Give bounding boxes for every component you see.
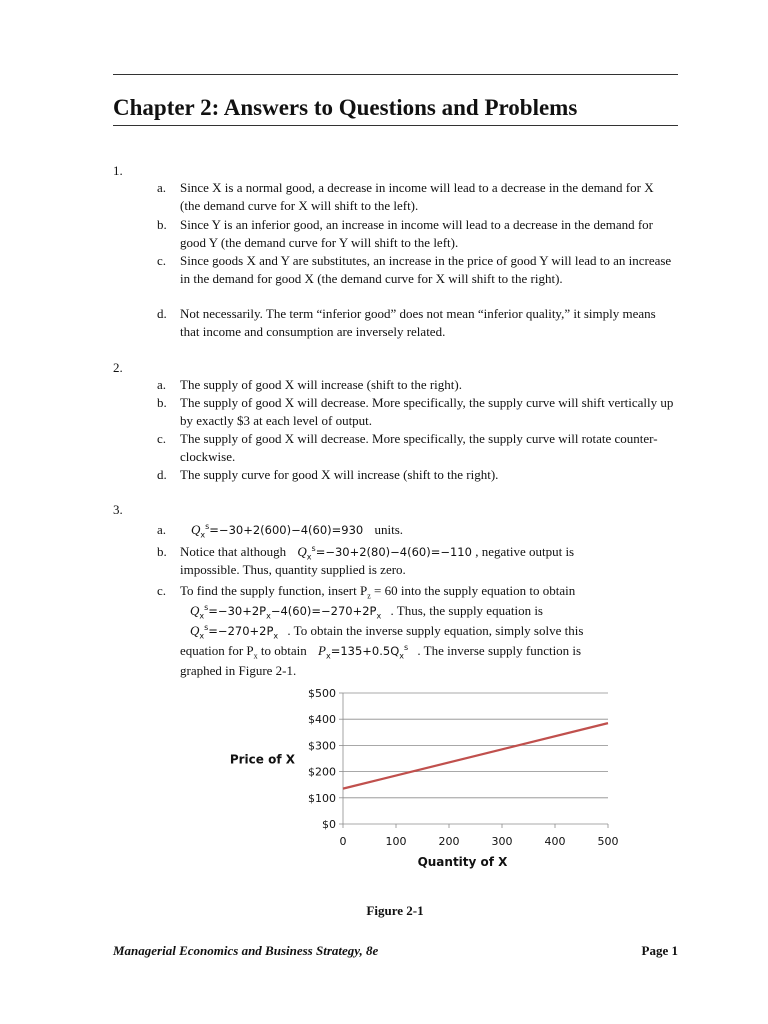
item-text: Since goods X and Y are substitutes, an increase in the price of good Y will lead to an increase in the demand for good X (the demand curve for X will shift to the right).	[180, 253, 672, 286]
inverse-supply-equation: $P_x=135+0.5Q_x^s$	[318, 643, 409, 661]
item-letter: a.	[157, 522, 167, 537]
question-number: 3.	[113, 502, 123, 517]
top-rule	[113, 74, 678, 75]
item-letter: b.	[157, 544, 167, 559]
answer-item	[157, 179, 677, 215]
y-tick-label: $200	[308, 765, 336, 779]
y-tick-label: $0	[322, 818, 336, 831]
item-text: The supply of good X will increase (shift to the right).	[180, 377, 462, 392]
series-line	[343, 723, 608, 789]
y-axis-label: Price of X	[229, 752, 295, 767]
answer-item: b. Notice that although $Q_x^s=-30+2(80)-4(60)=-110$ , negative output is impossible. Thus, quantity supplied is zero.	[157, 544, 575, 577]
title-underline	[113, 125, 678, 126]
item-letter: c.	[157, 253, 167, 268]
answer-item: c. To find the supply function, insert $P_z = 60$ into the supply equation to obtain $Q_x^s=-30+2P_x-4(60)=-270+2P_x$ . Thus, the supply equation is $Q_x^s=-270+2P_x$ . To obtain the inverse supply equation, simply solve this equation for $P_x$ to obtain $P_x=135+0.5Q_x^s$ . The inverse supply function is graphed in Figure 2-1.	[157, 583, 584, 678]
item-text: The supply curve for good X will increase (shift to the right).	[180, 467, 499, 482]
supply-equation: $Q_x^s=-30+2P_x-4(60)=-270+2P_x$	[190, 603, 382, 621]
x-tick-label: 0	[339, 835, 347, 848]
item-letter: a.	[157, 377, 167, 392]
item-letter: b.	[157, 395, 167, 410]
x-axis-label: Quantity of X	[417, 855, 508, 869]
answer-item	[157, 252, 677, 288]
question-number: 2.	[113, 360, 123, 375]
y-tick-label: $100	[308, 791, 336, 805]
supply-function: $Q_x^s=-270+2P_x$	[190, 623, 279, 641]
item-letter: d.	[157, 467, 167, 482]
y-tick-label: $300	[308, 739, 336, 753]
y-tick-label: $500	[308, 687, 336, 700]
answer-item	[157, 216, 677, 252]
answer-item	[157, 430, 677, 466]
item-text: Since X is a normal good, a decrease in income will lead to a decrease in the demand for X (the demand curve for X will shift to the left).	[180, 180, 654, 213]
answer-item	[157, 376, 677, 394]
item-letter: c.	[157, 583, 167, 598]
supply-chart	[0, 680, 768, 880]
item-letter: b.	[157, 217, 167, 232]
supply-equation: $Q_x^s=-30+2(80)-4(60)=-110$	[297, 544, 472, 562]
answer-item	[157, 394, 677, 430]
item-text: Since Y is an inferior good, an increase in income will lead to a decrease in the demand for good Y (the demand curve for Y will shift to the left).	[180, 217, 654, 250]
item-letter: a.	[157, 180, 167, 195]
x-tick-label: 300	[491, 835, 513, 848]
item-text: The supply of good X will decrease. More specifically, the supply curve will shift vertically up by exactly $3 at each level of output.	[180, 395, 674, 428]
item-text: The supply of good X will decrease. More specifically, the supply curve will rotate counter-clockwise.	[180, 431, 658, 464]
question-number: 1.	[113, 163, 123, 178]
item-letter: d.	[157, 306, 167, 321]
answer-item	[157, 305, 677, 341]
page-title: Chapter 2: Answers to Questions and Problems	[113, 95, 578, 120]
x-tick-label: 200	[438, 835, 460, 848]
footer-book-title: Managerial Economics and Business Strategy, 8e	[113, 943, 379, 958]
figure-caption: Figure 2-1	[366, 903, 424, 918]
answer-item	[157, 466, 677, 484]
x-tick-label: 500	[597, 835, 619, 848]
footer-page-number: Page 1	[641, 943, 678, 958]
x-tick-label: 100	[385, 835, 407, 848]
item-letter: c.	[157, 431, 167, 446]
answer-item	[157, 521, 677, 539]
x-tick-label: 400	[544, 835, 566, 848]
units-label: units.	[374, 522, 404, 537]
supply-equation: $Q_x^s=-30+2(600)-4(60)=930$	[191, 522, 364, 540]
item-text: Not necessarily. The term “inferior good” does not mean “inferior quality,” it simply means that income and consumption are inversely related.	[180, 306, 656, 339]
y-tick-label: $400	[308, 713, 336, 727]
